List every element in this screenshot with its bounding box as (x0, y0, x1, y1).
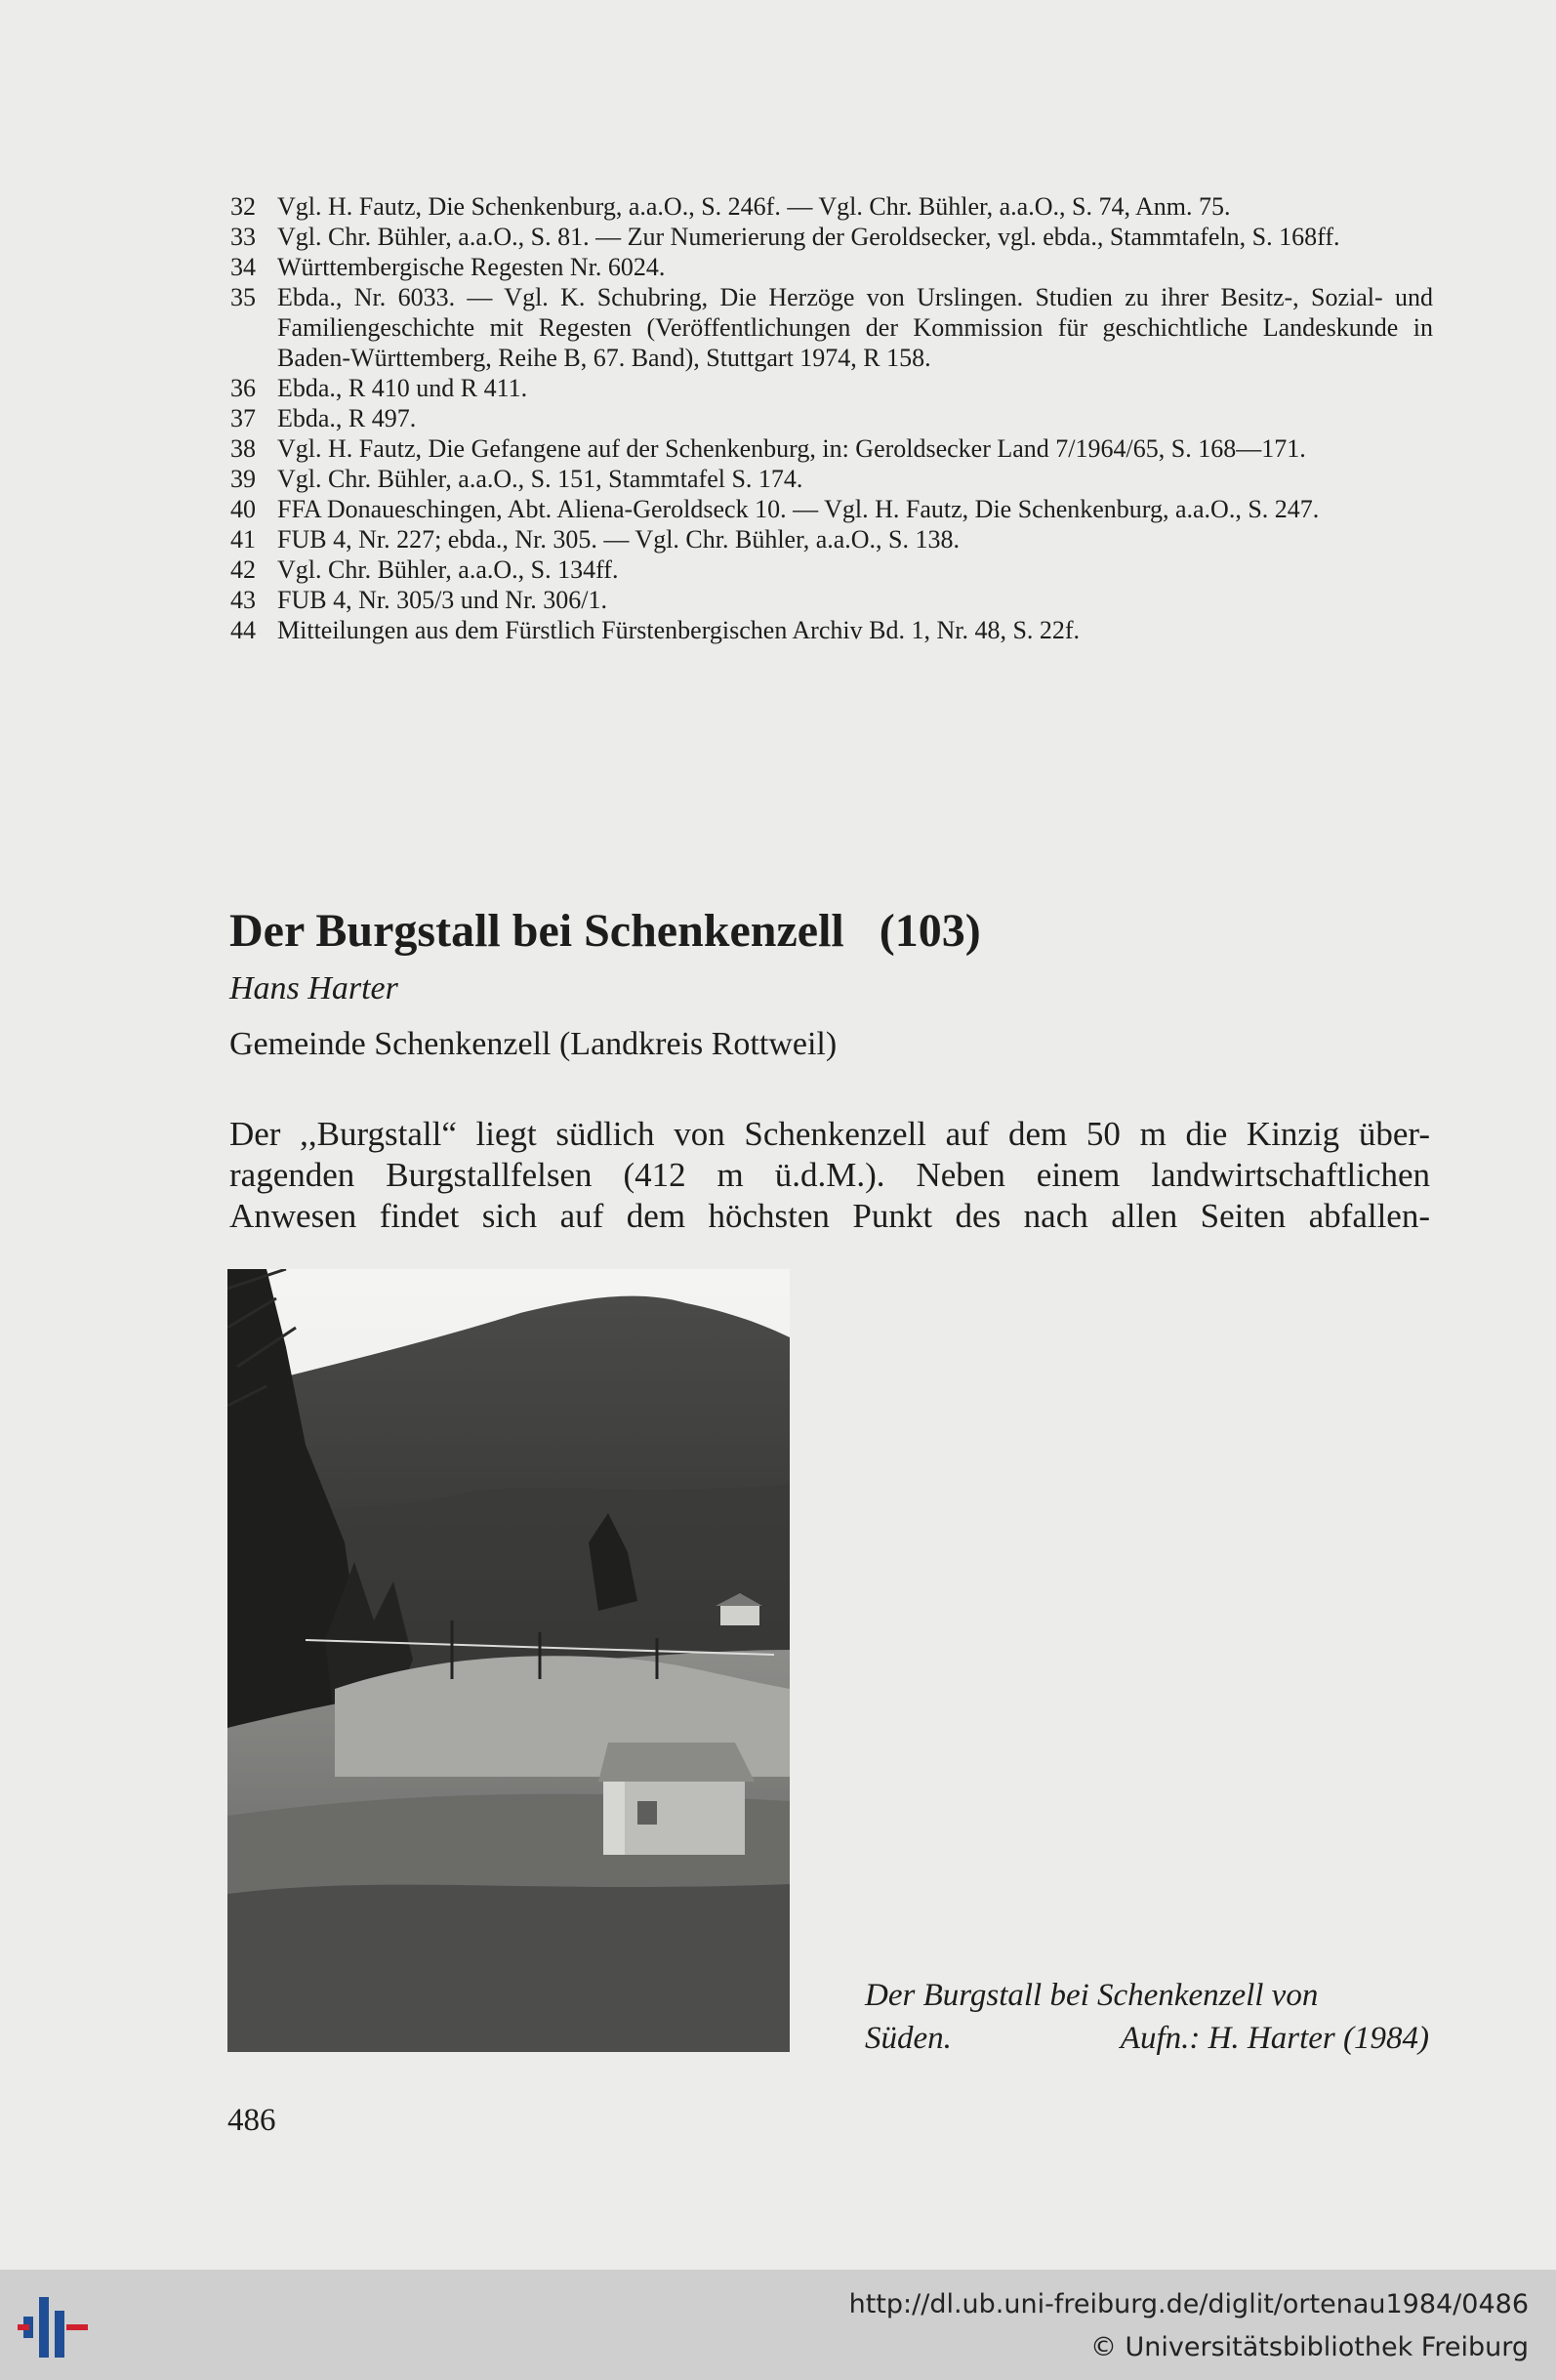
caption-credit: Aufn.: H. Harter (1984) (1120, 2021, 1429, 2056)
caption-line2-left: Süden. (865, 2021, 952, 2056)
footnote (230, 524, 1433, 554)
footnote-text: FUB 4, Nr. 305/3 und Nr. 306/1. (277, 586, 608, 614)
footnote-number: 43 (230, 586, 256, 614)
footnote-text: Vgl. H. Fautz, Die Gefangene auf der Schenkenburg, in: Geroldsecker Land 7/1964/65, S. 168—171. (277, 434, 1306, 463)
article-author: Hans Harter (229, 970, 398, 1006)
caption-line1: Der Burgstall bei Schenkenzell von (865, 1978, 1319, 2013)
footnote-number: 44 (230, 616, 256, 644)
footer-bar (0, 2270, 1556, 2380)
footnote (230, 191, 1433, 222)
footnotes (230, 191, 1433, 645)
footnote-number: 34 (230, 253, 256, 281)
burgstall-photograph (227, 1269, 790, 2052)
footnote-text: FFA Donaueschingen, Abt. Aliena-Geroldseck 10. — Vgl. H. Fautz, Die Schenkenburg, a.a.O., S. 247. (277, 495, 1320, 523)
footnote-number: 32 (230, 192, 256, 221)
footnote-number: 33 (230, 223, 256, 251)
footnote (230, 282, 1433, 373)
article-body (229, 1114, 1430, 1237)
article-number: (103) (879, 905, 981, 957)
footnote-text: Ebda., R 497. (277, 404, 417, 432)
footnote (230, 222, 1433, 252)
ub-freiburg-logo-icon[interactable] (18, 2287, 96, 2365)
article-location: Gemeinde Schenkenzell (Landkreis Rottweil) (229, 1026, 838, 1062)
body-line: Anwesen findet sich auf dem höchsten Punkt des nach allen Seiten abfallen- (229, 1197, 1430, 1235)
footnote-text: Vgl. H. Fautz, Die Schenkenburg, a.a.O., S. 246f. — Vgl. Chr. Bühler, a.a.O., S. 74, Anm. 75. (277, 192, 1231, 221)
article-title (229, 904, 981, 958)
footnote-number: 37 (230, 404, 256, 432)
footnote (230, 585, 1433, 615)
footnote-text: Vgl. Chr. Bühler, a.a.O., S. 81. — Zur Numerierung der Geroldsecker, vgl. ebda., Stammtafeln, S. 168ff. (277, 223, 1340, 251)
footnote-text: Vgl. Chr. Bühler, a.a.O., S. 151, Stammtafel S. 174. (277, 465, 803, 493)
photo-caption (865, 1974, 1429, 2060)
footnote-number: 38 (230, 434, 256, 463)
footnote (230, 464, 1433, 494)
footnote (230, 403, 1433, 433)
footnote-text: Ebda., Nr. 6033. — Vgl. K. Schubring, Die Herzöge von Urslingen. Studien zu ihrer Besitz-, Sozial- und Familiengeschichte mit Regesten (Veröffentlichungen der Kommission für geschichtliche Landeskunde in Baden-Württemberg, Reihe B, 67. Band), Stuttgart 1974, R 158. (277, 283, 1433, 372)
footnote-number: 42 (230, 555, 256, 584)
footer-url-link[interactable]: http://dl.ub.uni-freiburg.de/diglit/ortenau1984/0486 (848, 2289, 1529, 2319)
footnote-number: 39 (230, 465, 256, 493)
article-title-text: Der Burgstall bei Schenkenzell (229, 905, 844, 957)
footnote-text: Württembergische Regesten Nr. 6024. (277, 253, 666, 281)
footnote-text: Ebda., R 410 und R 411. (277, 374, 528, 402)
footnote-number: 41 (230, 525, 256, 554)
footnote (230, 433, 1433, 464)
footnote (230, 252, 1433, 282)
footnote (230, 373, 1433, 403)
footnote-text: Vgl. Chr. Bühler, a.a.O., S. 134ff. (277, 555, 619, 584)
body-line: Der ,,Burgstall“ liegt südlich von Schenkenzell auf dem 50 m die Kinzig über- (229, 1115, 1430, 1153)
footnote-text: Mitteilungen aus dem Fürstlich Fürstenbergischen Archiv Bd. 1, Nr. 48, S. 22f. (277, 616, 1081, 644)
page-number: 486 (227, 2103, 276, 2138)
footnote (230, 494, 1433, 524)
footnote-number: 36 (230, 374, 256, 402)
footnote (230, 554, 1433, 585)
caption-line (865, 1974, 1429, 2017)
footer-copyright: © Universitätsbibliothek Freiburg (1089, 2332, 1529, 2362)
footnote-text: FUB 4, Nr. 227; ebda., Nr. 305. — Vgl. Chr. Bühler, a.a.O., S. 138. (277, 525, 961, 554)
caption-line (865, 2017, 1429, 2060)
body-line: ragenden Burgstallfelsen (412 m ü.d.M.). Neben einem landwirtschaftlichen (229, 1156, 1430, 1194)
footnote (230, 615, 1433, 645)
footnote-number: 40 (230, 495, 256, 523)
footnote-number: 35 (230, 283, 256, 311)
